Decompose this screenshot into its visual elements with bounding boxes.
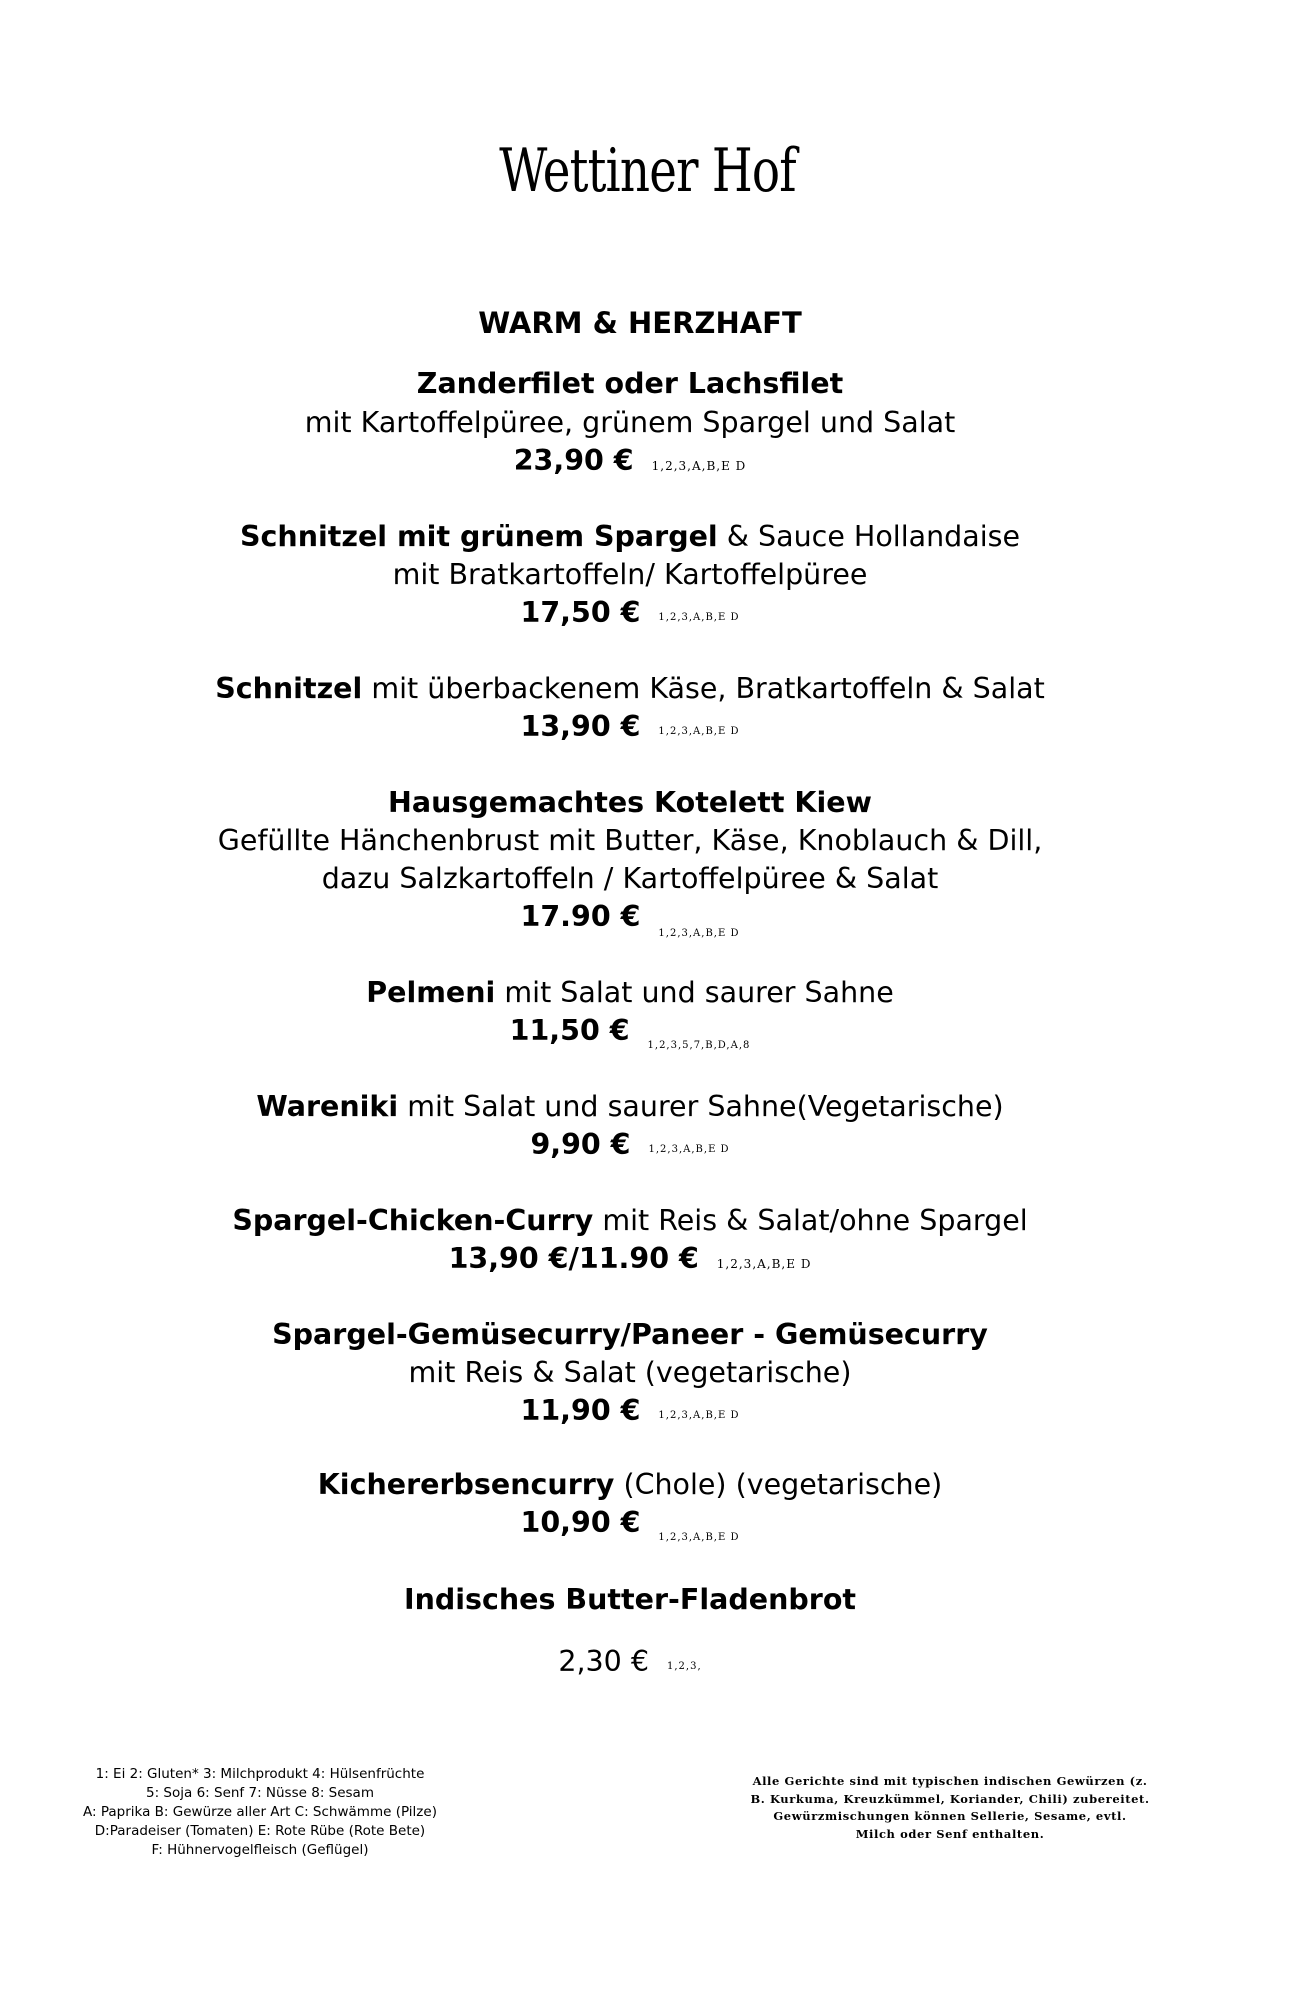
spice-note-line: Gewürzmischungen können Sellerie, Sesame, evtl. [773, 1809, 1127, 1823]
dish-price: 10,90 € [520, 1506, 641, 1539]
dish-description: mit Bratkartoffeln/ Kartoffelpüree [392, 558, 868, 591]
dish-description: mit Kartoffelpüree, grünem Spargel und Salat [304, 406, 956, 439]
dish-allergens: 1,2,3,A,B,E D [658, 1531, 740, 1543]
dish-allergens: 1,2,3,5,7,B,D,A,8 [647, 1039, 751, 1051]
spice-note-line: Milch oder Senf enthalten. [855, 1826, 1045, 1841]
dish-price-line [0, 1643, 1260, 1686]
allergen-legend-line: 1: Ei 2: Gluten* 3: Milchprodukt 4: Hülsenfrüchte [95, 1766, 425, 1782]
dish-allergens: 1,2,3,A,B,E D [716, 1256, 812, 1271]
dish-price: 13,90 €/11.90 € [448, 1242, 699, 1275]
dish-title: Schnitzel [215, 672, 363, 705]
dish-title: Hausgemachtes Kotelett Kiew [388, 786, 872, 819]
dish-title: Pelmeni [366, 976, 496, 1009]
allergen-legend-line: A: Paprika B: Gewürze aller Art C: Schwämme (Pilze) [83, 1804, 437, 1820]
dish-price-line [0, 898, 1260, 941]
dish-allergens: 1,2,3, [667, 1660, 702, 1672]
dish-price: 11,90 € [520, 1394, 641, 1427]
dish-title-line [0, 1466, 1260, 1504]
dish-price: 17,50 € [520, 596, 641, 629]
dish-title: Wareniki [256, 1090, 399, 1123]
dish-title: Spargel-Gemüsecurry/Paneer - Gemüsecurry [272, 1318, 988, 1351]
dish-price-line [0, 1126, 1260, 1169]
dish-price-line [0, 1504, 1260, 1547]
dish-title-line [0, 1202, 1260, 1240]
dish-title-line [0, 1088, 1260, 1126]
dish-price: 2,30 € [558, 1645, 650, 1678]
spice-note-line: B. Kurkuma, Kreuzkümmel, Koriander, Chili) zubereitet. [750, 1791, 1150, 1806]
allergen-legend-line: F: Hühnervogelfleisch (Geflügel) [151, 1842, 369, 1858]
dish-allergens: 1,2,3,A,B,E D [658, 611, 740, 623]
section-title: WARM & HERZHAFT [478, 306, 802, 340]
dish-description: mit Reis & Salat (vegetarische) [408, 1356, 852, 1389]
dish-description: Gefüllte Hänchenbrust mit Butter, Käse, Knoblauch & Dill, [217, 824, 1043, 857]
dish-price: 13,90 € [520, 710, 641, 743]
dish-price-line [0, 1012, 1260, 1055]
dish-title-line [0, 365, 1260, 403]
dish-title-line [0, 974, 1260, 1012]
dish-title-rest: mit Salat und saurer Sahne(Vegetarische) [398, 1090, 1004, 1123]
dish-allergens: 1,2,3,A,B,E D [658, 725, 740, 737]
dish-price-line [0, 1392, 1260, 1435]
dish-allergens: 1,2,3,A,B,E D [658, 1409, 740, 1421]
spice-note [740, 1773, 1160, 1843]
dish-title: Kichererbsencurry [317, 1468, 615, 1501]
dish-title-rest: mit Reis & Salat/ohne Spargel [593, 1204, 1028, 1237]
allergen-legend-line: 5: Soja 6: Senf 7: Nüsse 8: Sesam [146, 1785, 374, 1801]
dish-allergens: 1,2,3,A,B,E D [658, 927, 740, 939]
dish-title: Zanderfilet oder Lachsfilet [416, 367, 844, 400]
dish-title: Spargel-Chicken-Curry [232, 1204, 594, 1237]
dish-title-line [0, 1316, 1260, 1354]
dish-price-line [0, 708, 1260, 751]
allergen-legend [60, 1765, 460, 1860]
dish-title-rest: mit Salat und saurer Sahne [495, 976, 894, 1009]
dish-title-line [0, 1581, 1260, 1619]
spice-note-line: Alle Gerichte sind mit typischen indischen Gewürzen (z. [752, 1774, 1148, 1788]
dish-allergens: 1,2,3,A,B,E D [648, 1143, 730, 1155]
dish-price: 17.90 € [520, 900, 641, 933]
dish-title-rest: (Chole) (vegetarische) [614, 1468, 943, 1501]
dish-title-line [0, 670, 1260, 708]
dish-price-line [0, 594, 1260, 637]
dish-allergens: 1,2,3,A,B,E D [651, 458, 747, 473]
dish-price: 9,90 € [530, 1128, 631, 1161]
dish-description: dazu Salzkartoffeln / Kartoffelpüree & Salat [321, 862, 939, 895]
dish-title-rest: mit überbackenem Käse, Bratkartoffeln & Salat [362, 672, 1045, 705]
dish-price: 11,50 € [509, 1014, 630, 1047]
allergen-legend-line: D:Paradeiser (Tomaten) E: Rote Rübe (Rote Bete) [94, 1823, 426, 1839]
dish-title-line [0, 518, 1260, 556]
dish-price: 23,90 € [513, 444, 634, 477]
dish-title: Indisches Butter-Fladenbrot [403, 1583, 857, 1616]
dish-title-line [0, 784, 1260, 822]
restaurant-logo: Wettiner Hof [499, 136, 796, 206]
dish-price-line [0, 442, 1260, 485]
dish-price-line [0, 1240, 1260, 1283]
dish-title: Schnitzel mit grünem Spargel [239, 520, 718, 553]
dish-title-rest: & Sauce Hollandaise [717, 520, 1021, 553]
